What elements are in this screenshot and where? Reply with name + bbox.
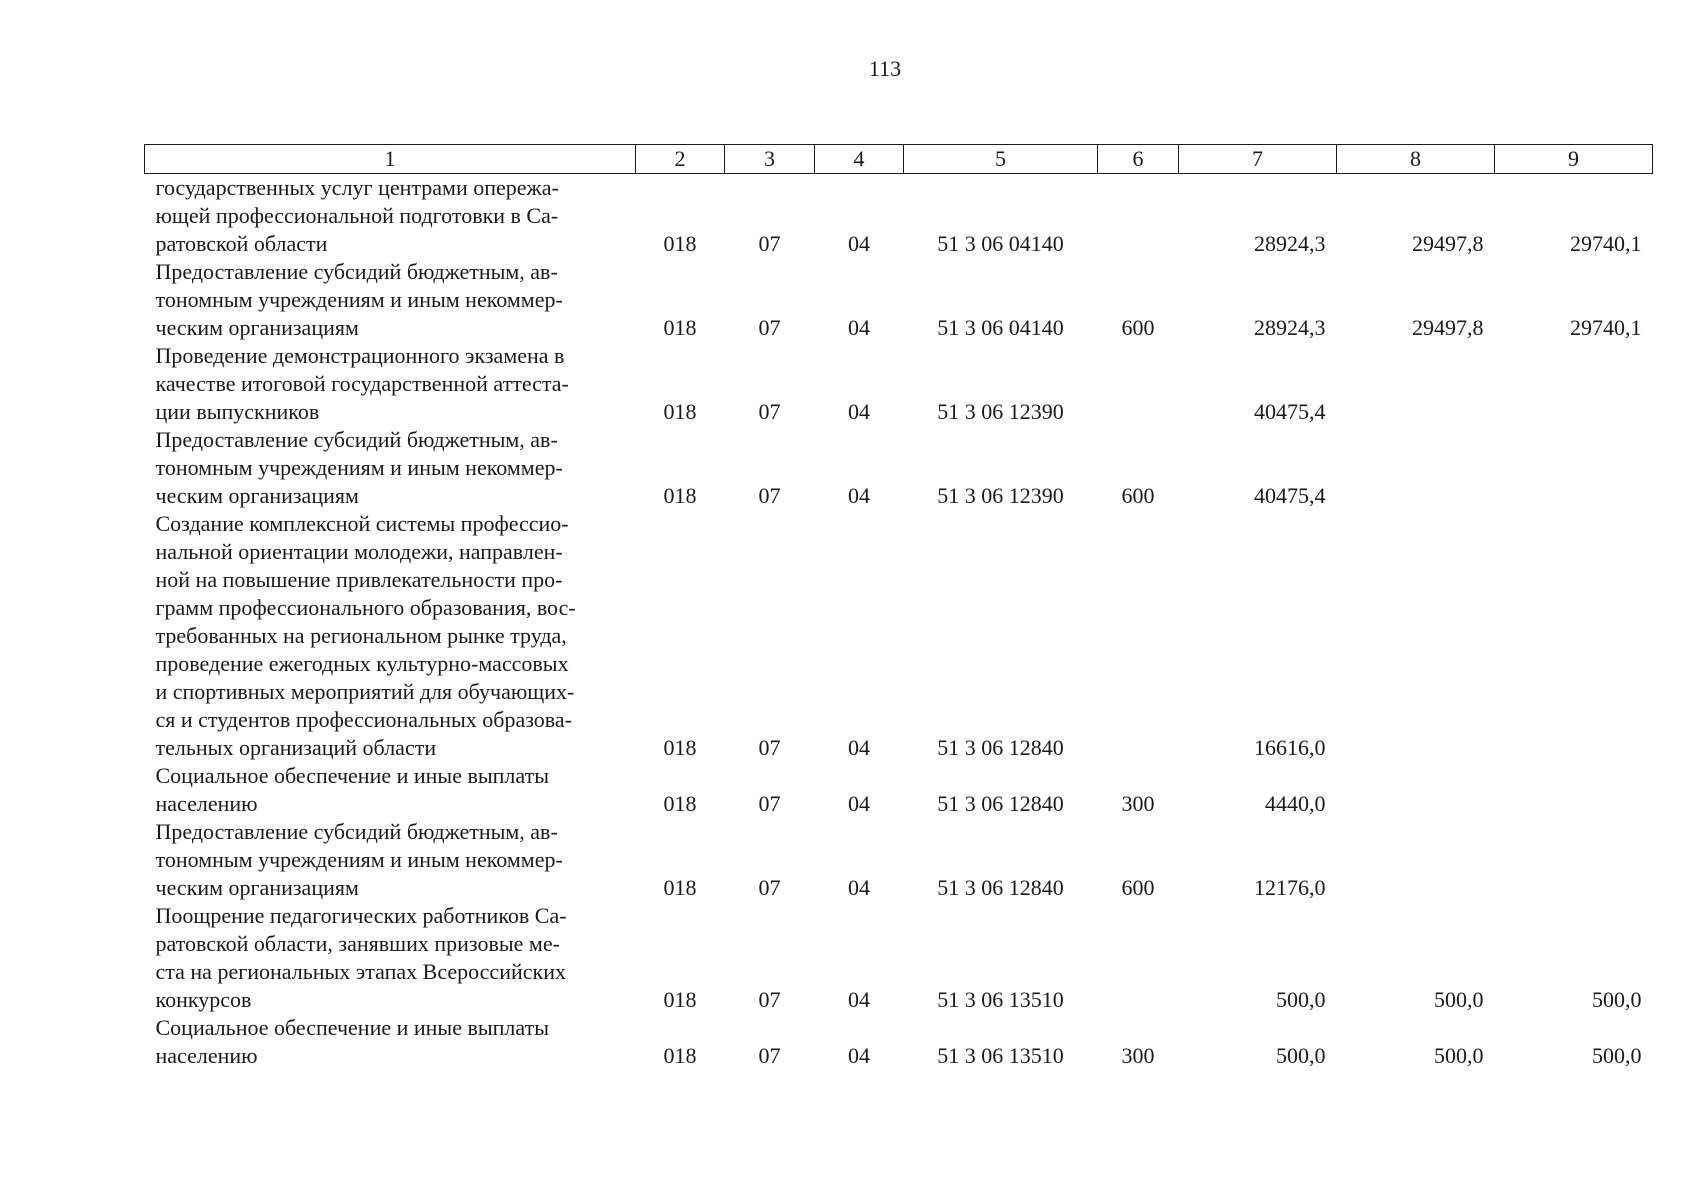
description-line: и спортивных мероприятий для обучающих-: [155, 679, 575, 704]
description-line: тономным учреждениям и иным некоммер-: [155, 455, 563, 480]
amount-year1-cell: 500,0: [1276, 987, 1326, 1012]
expense-type-cell: 300: [1121, 791, 1155, 816]
column-header: 8: [1337, 145, 1495, 174]
ministry-code-cell: 018: [663, 315, 697, 340]
description-line: тельных организаций области: [155, 735, 437, 760]
description-line: государственных услуг центрами опережа-: [155, 175, 559, 200]
table-row: [145, 174, 1653, 259]
description-line: тономным учреждениям и иным некоммер-: [155, 847, 563, 872]
expense-type-cell: 600: [1121, 483, 1155, 508]
column-header: 3: [725, 145, 815, 174]
expense-type-cell: 600: [1121, 875, 1155, 900]
subsection-code-cell: 04: [848, 987, 870, 1012]
target-article-cell: 51 3 06 04140: [937, 315, 1064, 340]
description-line: Предоставление субсидий бюджетным, ав-: [155, 259, 558, 284]
section-code-cell: 07: [758, 231, 781, 256]
table-row: [145, 762, 1653, 818]
description-line: Социальное обеспечение и иные выплаты: [155, 1015, 549, 1040]
description-line: требованных на региональном рынке труда,: [155, 623, 567, 648]
amount-year1-cell: 4440,0: [1265, 791, 1326, 816]
description-line: ратовской области, занявших призовые ме-: [155, 931, 560, 956]
amount-year2-cell: [1337, 818, 1495, 902]
description-line: ческим организациям: [155, 483, 359, 508]
expense-type-cell: 300: [1121, 1043, 1155, 1068]
description-cell: [145, 762, 636, 818]
subsection-code-cell: 04: [848, 399, 870, 424]
section-code-cell: 07: [758, 315, 781, 340]
ministry-code-cell: 018: [663, 1043, 697, 1068]
description-line: качестве итоговой государственной аттеста-: [155, 371, 569, 396]
amount-year2-cell: 500,0: [1434, 1043, 1484, 1068]
target-article-cell: 51 3 06 12840: [937, 735, 1064, 760]
amount-year2-cell: [1337, 510, 1495, 762]
section-code-cell: 07: [758, 1043, 781, 1068]
amount-year3-cell: 29740,1: [1570, 231, 1642, 256]
expense-type-cell: [1098, 902, 1179, 1014]
amount-year3-cell: 29740,1: [1570, 315, 1642, 340]
amount-year2-cell: 29497,8: [1412, 315, 1484, 340]
column-header: 6: [1098, 145, 1179, 174]
column-header: 1: [145, 145, 636, 174]
description-line: ся и студентов профессиональных образова-: [155, 707, 572, 732]
description-line: ции выпускников: [155, 399, 320, 424]
amount-year3-cell: 500,0: [1592, 987, 1642, 1012]
ministry-code-cell: 018: [663, 987, 697, 1012]
description-cell: [145, 510, 636, 762]
description-line: ческим организациям: [155, 315, 359, 340]
column-header: 5: [904, 145, 1098, 174]
description-line: Поощрение педагогических работников Са-: [155, 903, 567, 928]
amount-year1-cell: 500,0: [1276, 1043, 1326, 1068]
subsection-code-cell: 04: [848, 791, 870, 816]
target-article-cell: 51 3 06 12390: [937, 399, 1064, 424]
section-code-cell: 07: [758, 483, 781, 508]
subsection-code-cell: 04: [848, 231, 870, 256]
description-line: ной на повышение привлекательности про-: [155, 567, 563, 592]
column-header: 4: [815, 145, 904, 174]
amount-year3-cell: [1495, 342, 1653, 426]
amount-year1-cell: 28924,3: [1254, 231, 1326, 256]
description-cell: [145, 902, 636, 1014]
description-cell: [145, 426, 636, 510]
subsection-code-cell: 04: [848, 735, 870, 760]
subsection-code-cell: 04: [848, 875, 870, 900]
description-line: населению: [155, 791, 258, 816]
description-line: Проведение демонстрационного экзамена в: [155, 343, 565, 368]
budget-table: [144, 144, 1653, 1070]
target-article-cell: 51 3 06 12840: [937, 875, 1064, 900]
description-line: ческим организациям: [155, 875, 359, 900]
table-row: [145, 258, 1653, 342]
section-code-cell: 07: [758, 791, 781, 816]
target-article-cell: 51 3 06 13510: [937, 987, 1064, 1012]
subsection-code-cell: 04: [848, 1043, 870, 1068]
target-article-cell: 51 3 06 12840: [937, 791, 1064, 816]
section-code-cell: 07: [758, 875, 781, 900]
description-line: конкурсов: [155, 987, 252, 1012]
table-row: [145, 510, 1653, 762]
table-row: [145, 342, 1653, 426]
ministry-code-cell: 018: [663, 399, 697, 424]
description-cell: [145, 258, 636, 342]
target-article-cell: 51 3 06 13510: [937, 1043, 1064, 1068]
amount-year3-cell: [1495, 426, 1653, 510]
description-cell: [145, 1014, 636, 1070]
target-article-cell: 51 3 06 12390: [937, 483, 1064, 508]
section-code-cell: 07: [758, 735, 781, 760]
expense-type-cell: [1098, 174, 1179, 259]
ministry-code-cell: 018: [663, 483, 697, 508]
amount-year3-cell: [1495, 510, 1653, 762]
ministry-code-cell: 018: [663, 735, 697, 760]
description-line: Предоставление субсидий бюджетным, ав-: [155, 427, 558, 452]
section-code-cell: 07: [758, 399, 781, 424]
column-header: 2: [636, 145, 725, 174]
amount-year2-cell: 29497,8: [1412, 231, 1484, 256]
section-code-cell: 07: [758, 987, 781, 1012]
description-cell: [145, 818, 636, 902]
column-header: 7: [1179, 145, 1337, 174]
table-row: [145, 902, 1653, 1014]
amount-year1-cell: 16616,0: [1254, 735, 1326, 760]
description-line: Предоставление субсидий бюджетным, ав-: [155, 819, 558, 844]
description-line: нальной ориентации молодежи, направлен-: [155, 539, 563, 564]
table-row: [145, 1014, 1653, 1070]
amount-year2-cell: [1337, 426, 1495, 510]
ministry-code-cell: 018: [663, 231, 697, 256]
amount-year2-cell: 500,0: [1434, 987, 1484, 1012]
description-line: проведение ежегодных культурно-массовых: [155, 651, 569, 676]
description-line: населению: [155, 1043, 258, 1068]
description-line: Социальное обеспечение и иные выплаты: [155, 763, 549, 788]
description-cell: [145, 174, 636, 259]
amount-year3-cell: 500,0: [1592, 1043, 1642, 1068]
column-number-row: [145, 145, 1653, 174]
expense-type-cell: [1098, 342, 1179, 426]
subsection-code-cell: 04: [848, 483, 870, 508]
amount-year1-cell: 40475,4: [1254, 399, 1326, 424]
target-article-cell: 51 3 06 04140: [937, 231, 1064, 256]
description-line: ста на региональных этапах Всероссийских: [155, 959, 566, 984]
page-number: 113: [868, 56, 902, 81]
amount-year3-cell: [1495, 762, 1653, 818]
table-body: [145, 174, 1653, 1071]
table-row: [145, 818, 1653, 902]
subsection-code-cell: 04: [848, 315, 870, 340]
description-line: Создание комплексной системы профессио-: [155, 511, 569, 536]
ministry-code-cell: 018: [663, 875, 697, 900]
column-header: 9: [1495, 145, 1653, 174]
description-line: грамм профессионального образования, вос-: [155, 595, 576, 620]
amount-year2-cell: [1337, 342, 1495, 426]
expense-type-cell: [1098, 510, 1179, 762]
amount-year1-cell: 28924,3: [1254, 315, 1326, 340]
amount-year1-cell: 12176,0: [1254, 875, 1326, 900]
amount-year1-cell: 40475,4: [1254, 483, 1326, 508]
table-row: [145, 426, 1653, 510]
description-line: ющей профессиональной подготовки в Са-: [155, 203, 559, 228]
description-cell: [145, 342, 636, 426]
amount-year2-cell: [1337, 762, 1495, 818]
amount-year3-cell: [1495, 818, 1653, 902]
expense-type-cell: 600: [1121, 315, 1155, 340]
description-line: тономным учреждениям и иным некоммер-: [155, 287, 563, 312]
description-line: ратовской области: [155, 231, 328, 256]
ministry-code-cell: 018: [663, 791, 697, 816]
